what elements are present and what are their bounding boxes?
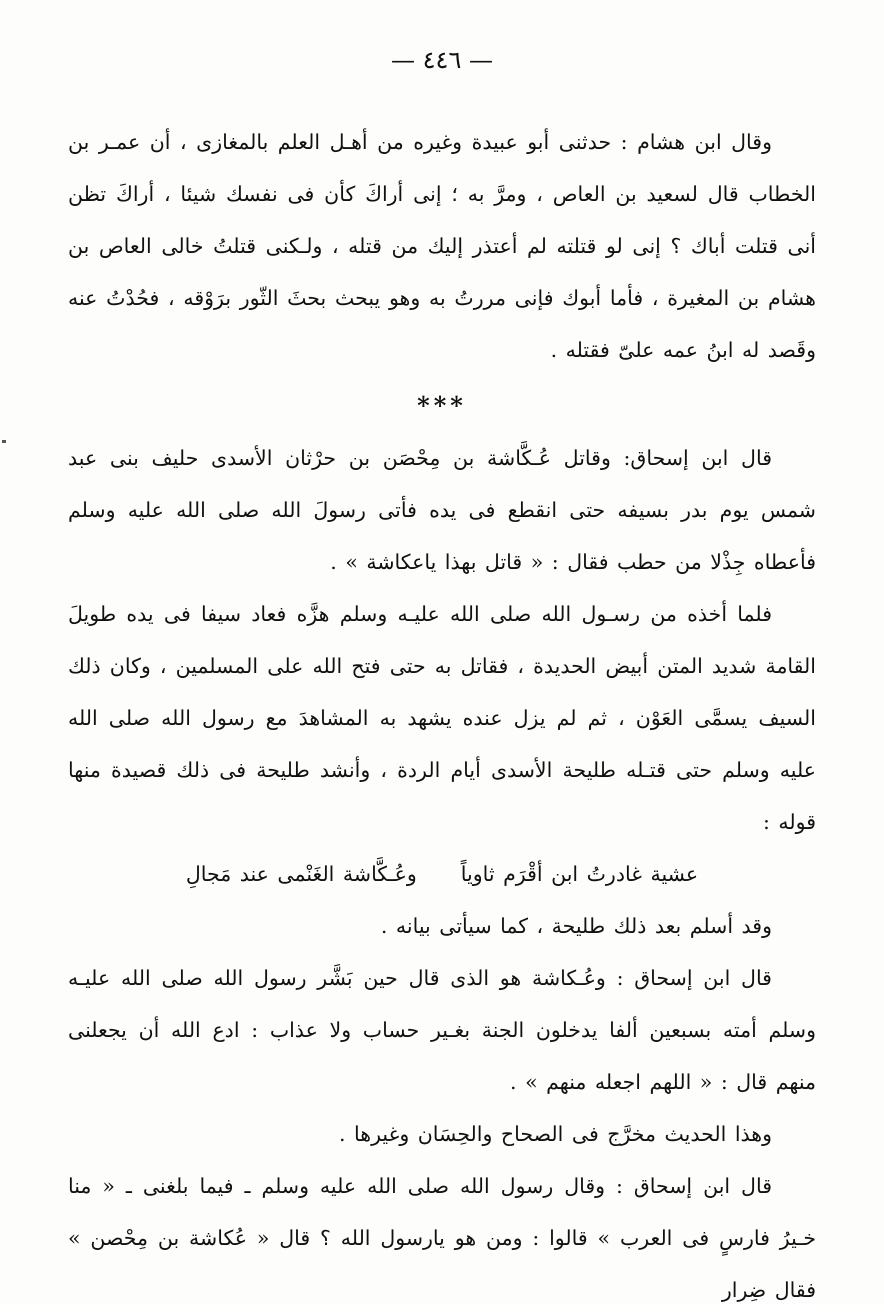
paragraph-best-horseman: قال ابن إسحاق : وقال رسول الله صلى الله عليه وسلم ـ فيما بلغنى ـ « منا خـيرُ فارسٍ فى العرب » قالوا : ومن هو يارسول الله ؟ قال « عُكاشة بن مِحْصن » فقال ضِرار — [68, 1174, 816, 1302]
text-block-top — [68, 116, 816, 376]
margin-mark — [2, 440, 6, 443]
verse-second-hemistich: وعُـكَّاشة الغَنْمى عند مَجالِ — [185, 862, 417, 886]
text-block-bottom — [68, 432, 816, 1316]
page-number: — ٤٤٦ — — [391, 46, 493, 74]
paragraph-hadith-note: وهذا الحديث مخرَّج فى الصحاح والحِسَان وغيرها . — [339, 1122, 772, 1146]
paragraph-tulayha-islam: وقد أسلم بعد ذلك طليحة ، كما سيأتى بيانه . — [380, 914, 772, 938]
paragraph-al-awn: فلما أخذه من رسـول الله صلى الله عليـه وسلم هزَّه فعاد سيفا فى يده طويلَ القامة شديد المتن أبيض الحديدة ، فقاتل به حتى فتح الله على المسلمين ، وكان ذلك السيف يسمَّى العَوْن ، ثم لم يزل عنده يشهد به المشاهدَ مع رسول الله صلى الله عليه وسلم حتى قتـله طليحة الأسدى أيام الردة ، وأنشد طليحة فى ذلك قصيدة منها قوله : — [68, 602, 816, 834]
poetry-verse — [68, 848, 816, 900]
verse-first-hemistich: عشية غادرتُ ابن أقْرَم ثاوياً — [460, 862, 699, 886]
paragraph-ukkasha-sword: قال ابن إسحاق: وقاتل عُـكَّاشة بن مِحْصَن بن حرْثان الأسدى حليف بنى عبد شمس يوم بدر بسيفه حتى انقطع فى يده فأتى رسولَ الله صلى الله عليه وسلم فأعطاه جِذْلا من حطب فقال : « قاتل بهذا ياعكاشة » . — [68, 446, 816, 574]
section-separator: *** — [417, 391, 467, 420]
paragraph-ibn-hisham: وقال ابن هشام : حدثنى أبو عبيدة وغيره من أهـل العلم بالمغازى ، أن عمـر بن الخطاب قال لسعيد بن العاص ، ومرَّ به ؛ إنى أراكَ كأن فى نفسك شيئا ، أراكَ تظن أنى قتلت أباك ؟ إنى لو قتلته لم أعتذر إليك من قتله ، ولـكنى قتلتُ خالى العاص بن هشام بن المغيرة ، فأما أبوك فإنى مررتُ به وهو يبحث بحثَ الثّور برَوْقه ، فحُدْتُ عنه وقَصد له ابنُ عمه علىّ فقتله . — [68, 130, 816, 362]
paragraph-seventy-thousand: قال ابن إسحاق : وعُـكاشة هو الذى قال حين بَشَّر رسول الله صلى الله عليـه وسلم أمته بسبعين ألفا يدخلون الجنة بغـير حساب ولا عذاب : ادع الله أن يجعلنى منهم قال : « اللهم اجعله منهم » . — [68, 966, 816, 1094]
